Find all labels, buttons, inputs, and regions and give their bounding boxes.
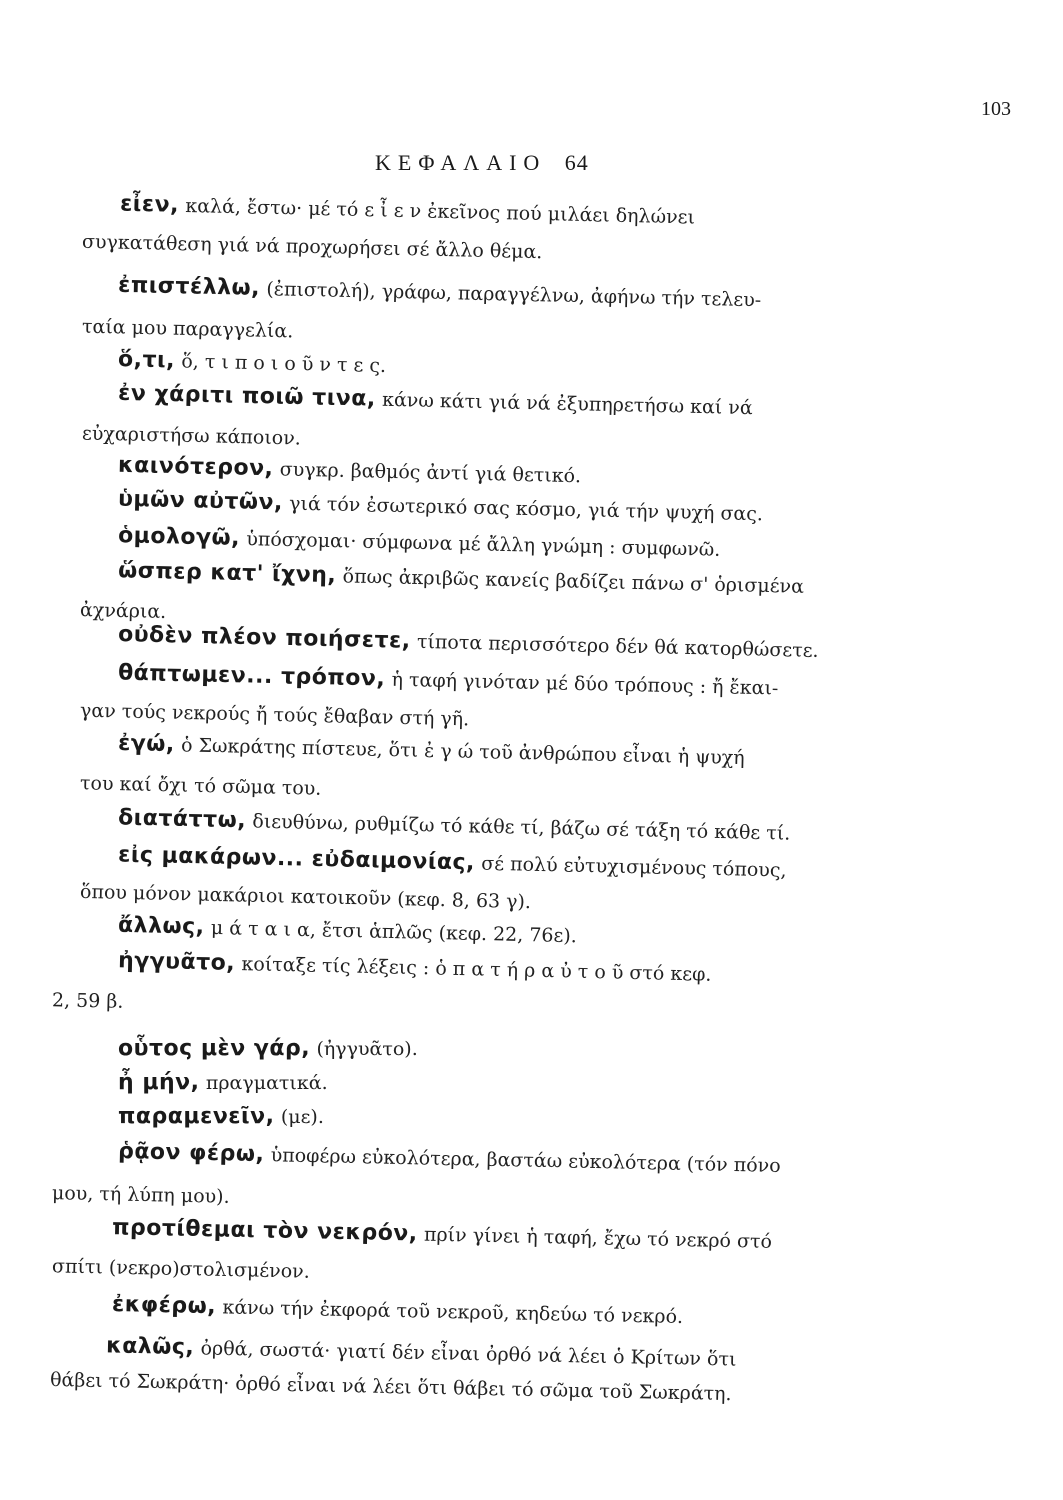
entry [118, 1141, 781, 1177]
entry [117, 486, 764, 526]
entry-headword: ὥσπερ κατ' ἴχνη, [117, 558, 337, 589]
entry-headword: προτίθεμαι τὸν νεκρόν, [111, 1215, 418, 1247]
entry-continuation: ὅπου μόνον μακάριοι κατοικοῦν (κεφ. 8, 63 γ). [79, 880, 532, 914]
entry-definition: κάνω κάτι γιά νά ἐξυπηρετήσω καί νά [381, 388, 753, 420]
entry [112, 1294, 683, 1328]
entry-definition: πραγματικά. [205, 1072, 328, 1094]
entry-continuation: του καί ὄχι τό σῶμα του. [79, 772, 322, 800]
entry-continuation: ταία μου παραγγελία. [81, 315, 294, 343]
entry-definition: μ ά τ α ι α, ἔτσι ἁπλῶς (κεφ. 22, 76ε). [210, 916, 578, 948]
entry [118, 1038, 418, 1060]
entry [118, 560, 804, 598]
entry-headword: καλῶς, [105, 1333, 195, 1361]
entry-headword: ὑμῶν αὐτῶν, [117, 486, 284, 516]
entry-definition: κοίταξε τίς λέξεις : ὁ π α τ ή ρ α ὐ τ ο ῦ στό κεφ. [241, 953, 712, 986]
entry-definition: ὑπόσχομαι· σύμφωνα μέ ἄλλη γνώμη : συμφωνῶ. [246, 528, 721, 561]
entry-definition: ὅπως ἀκριβῶς κανείς βαδίζει πάνω σ' ὁρισμένα [342, 565, 805, 598]
entry-headword: ὅ,τι, [117, 346, 176, 374]
entry [118, 844, 787, 881]
entry-continuation: μου, τή λύπη μου). [51, 1182, 230, 1208]
entry [118, 624, 819, 662]
entry [117, 380, 753, 420]
entry-definition: κάνω τήν ἐκφορά τοῦ νεκροῦ, κηδεύω τό νεκρό. [222, 1296, 684, 1328]
entry [118, 807, 791, 844]
entry-continuation: 2, 59 β. [51, 989, 124, 1013]
entry [117, 272, 762, 312]
entry [117, 452, 582, 488]
entry-headword: ὁμολογῶ, [117, 523, 241, 551]
chapter-label: ΚΕΦΑΛΑΙΟ [375, 150, 547, 175]
entry-continuation: σπίτι (νεκρο)στολισμένον. [51, 1255, 310, 1283]
entry [106, 1335, 737, 1370]
entry-headword: ἐκφέρω, [111, 1292, 217, 1320]
entry [117, 912, 578, 948]
entry-continuation: εὐχαριστήσω κάποιον. [81, 422, 302, 450]
entry-headword: ἐν χάριτι ποιῶ τινα, [117, 380, 377, 412]
entry-headword: ἠγγυᾶτο, [117, 948, 236, 976]
entry-definition: ὁ Σωκράτης πίστευε, ὅτι ἐ γ ώ τοῦ ἀνθρώπου εἶναι ἡ ψυχή [180, 734, 745, 770]
entry-headword: ἐπιστέλλω, [117, 272, 261, 301]
entry-definition: (ἐπιστολή), γράφω, παραγγέλνω, ἀφήνω τήν τελευ- [266, 278, 762, 312]
page-number: 103 [981, 98, 1011, 120]
entry-headword: εἶεν, [119, 191, 180, 218]
entry-headword: οὐδὲν πλέον ποιήσετε, [117, 622, 411, 654]
entry [118, 1072, 328, 1094]
entry-headword: ἦ μήν, [118, 1070, 200, 1095]
entry [117, 730, 745, 770]
entry-headword: οὗτος μὲν γάρ, [118, 1036, 311, 1061]
entry-continuation: ἀχνάρια. [79, 599, 167, 623]
entry-definition: ὑποφέρω εὐκολότερα, βαστάω εὐκολότερα (τόν πόνο [270, 1144, 781, 1177]
entry-headword: καινότερον, [117, 452, 274, 482]
entry-definition: σέ πολύ εὐτυχισμένους τόπους, [481, 852, 787, 882]
entry-definition: (ἠγγυᾶτο). [316, 1038, 418, 1060]
entry-definition: ὀρθά, σωστά· γιατί δέν εἶναι ὀρθό νά λέει ὁ Κρίτων ὅτι [200, 1337, 737, 1371]
entry-definition: γιά τόν ἐσωτερικό σας κόσμο, γιά τήν ψυχή σας. [288, 492, 764, 526]
entry-definition: συγκρ. βαθμός ἀντί γιά θετικό. [279, 458, 582, 488]
entry-headword: θάπτωμεν... τρόπον, [117, 660, 386, 692]
entry-definition: ὅ, τ ι π ο ι ο ῦ ν τ ε ς. [181, 350, 387, 378]
entry [118, 1106, 324, 1128]
entry-continuation: συγκατάθεση γιά νά προχωρήσει σέ ἄλλο θέμα. [81, 230, 543, 264]
entry [120, 193, 695, 228]
entry-headword: ῥᾷον φέρω, [117, 1139, 265, 1168]
entry [112, 1217, 772, 1253]
entry-definition: διευθύνω, ρυθμίζω τό κάθε τί, βάζω σέ τάξη τό κάθε τί. [252, 810, 791, 845]
entry-headword: διατάττω, [117, 805, 247, 834]
entry-definition: καλά, ἔστω· μέ τό ε ἶ ε ν ἐκεῖνος πού μιλάει δηλώνει [185, 194, 696, 229]
entry [118, 950, 712, 985]
entry-headword: ἐγώ, [117, 730, 176, 758]
entry [117, 346, 387, 378]
entry-definition: πρίν γίνει ἡ ταφή, ἔχω τό νεκρό στό [423, 1223, 773, 1253]
entry-headword: ἄλλως, [117, 912, 205, 940]
entry-headword: εἰς μακάρων... εὐδαιμονίας, [117, 842, 476, 876]
entry-continuation: γαν τούς νεκρούς ἤ τούς ἔθαβαν στή γῆ. [79, 699, 470, 731]
entry-headword: παραμενεῖν, [118, 1104, 275, 1129]
entry [118, 525, 721, 561]
entry-definition: (με). [280, 1106, 324, 1128]
entry [117, 660, 779, 700]
entry-definition: τίποτα περισσότερο δέν θά κατορθώσετε. [416, 630, 819, 662]
entry-definition: ἡ ταφή γινόταν μέ δύο τρόπους : ἤ ἔκαι- [391, 668, 779, 700]
chapter-number: 64 [564, 150, 589, 175]
entry-continuation: θάβει τό Σωκράτη· ὀρθό εἶναι νά λέει ὅτι θάβει τό σῶμα τοῦ Σωκράτη. [49, 1368, 732, 1406]
